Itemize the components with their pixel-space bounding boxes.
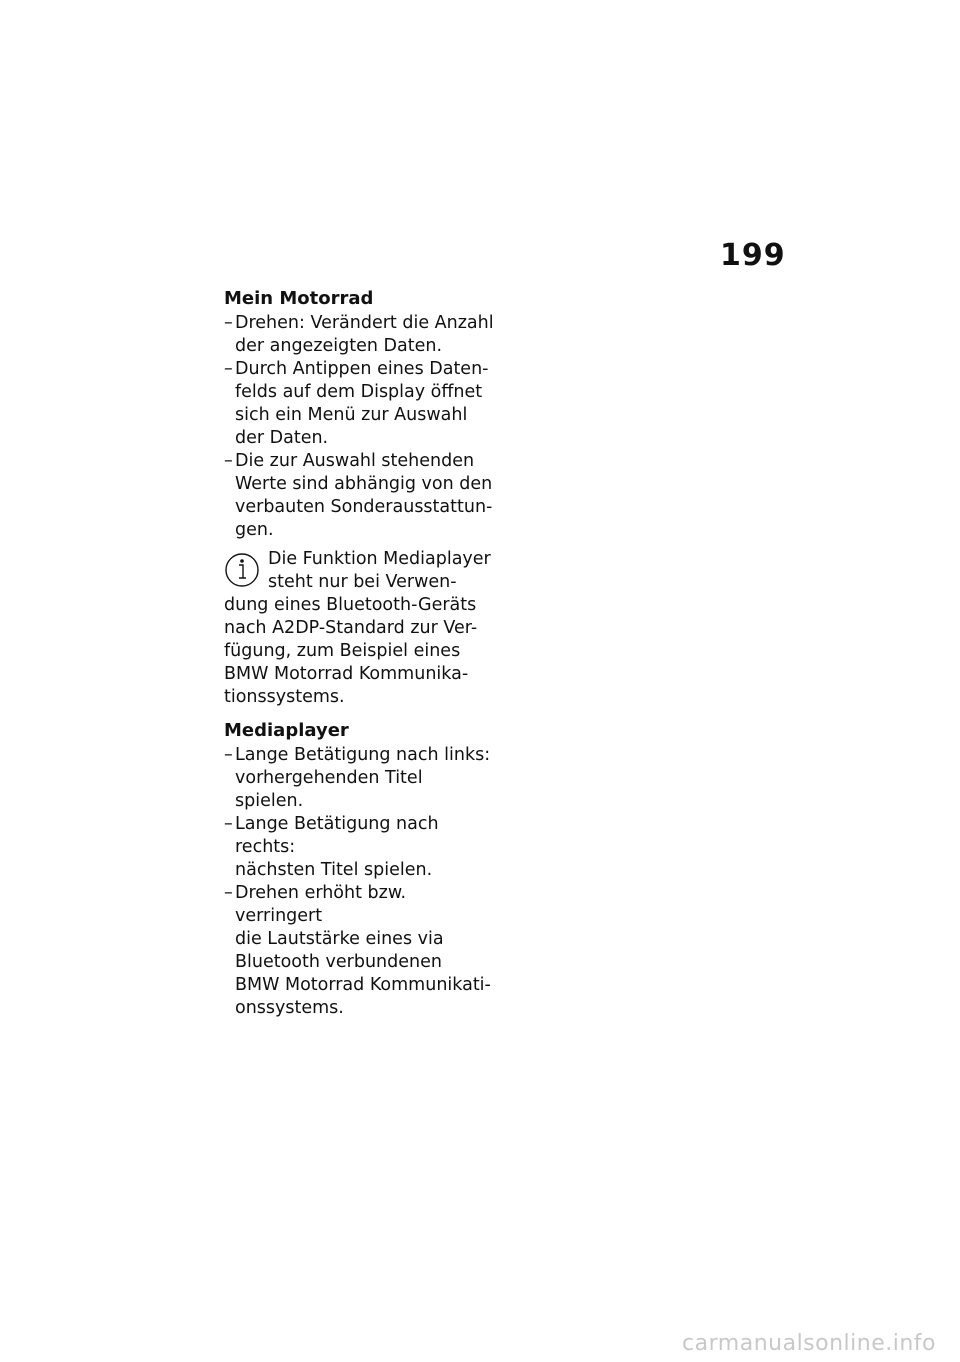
content-column [224, 287, 494, 1020]
list-item: – Durch Antippen eines Daten- felds auf dem Display öffnet sich ein Menü zur Auswahl der Daten. [224, 359, 489, 448]
info-icon [224, 550, 264, 590]
watermark: carmanualsonline.info [682, 1331, 936, 1356]
dash-bullet: – [224, 883, 233, 903]
bullet-list-mein-motorrad [224, 312, 494, 542]
info-note-first-lines: Die Funktion Mediaplayer steht nur bei Verwen- [268, 549, 491, 592]
list-item: – Lange Betätigung nach rechts: nächsten Titel spielen. [224, 814, 439, 880]
section-heading-mediaplayer: Mediaplayer [224, 720, 349, 741]
info-note [224, 548, 494, 709]
list-item: – Lange Betätigung nach links: vorhergehenden Titel spielen. [224, 745, 491, 811]
bullet-list-mediaplayer [224, 744, 494, 1020]
list-item: – Drehen erhöht bzw. verringert die Lautstärke eines via Bluetooth verbundenen BMW Motorrad Kommunikati- onssystems. [224, 883, 491, 1018]
dash-bullet: – [224, 359, 233, 379]
dash-bullet: – [224, 313, 233, 333]
page-number: 199 [720, 238, 786, 273]
dash-bullet: – [224, 451, 233, 471]
dash-bullet: – [224, 745, 233, 765]
list-item: – Drehen: Verändert die Anzahl der angezeigten Daten. [224, 313, 494, 356]
list-item: – Die zur Auswahl stehenden Werte sind abhängig von den verbauten Sonderausstattun- gen. [224, 451, 493, 540]
section-heading-mein-motorrad: Mein Motorrad [224, 288, 374, 309]
info-note-text: dung eines Bluetooth-Geräts nach A2DP-Standard zur Ver- fügung, zum Beispiel eines BMW Motorrad Kommunika- tionssystems. [224, 595, 478, 707]
dash-bullet: – [224, 814, 233, 834]
